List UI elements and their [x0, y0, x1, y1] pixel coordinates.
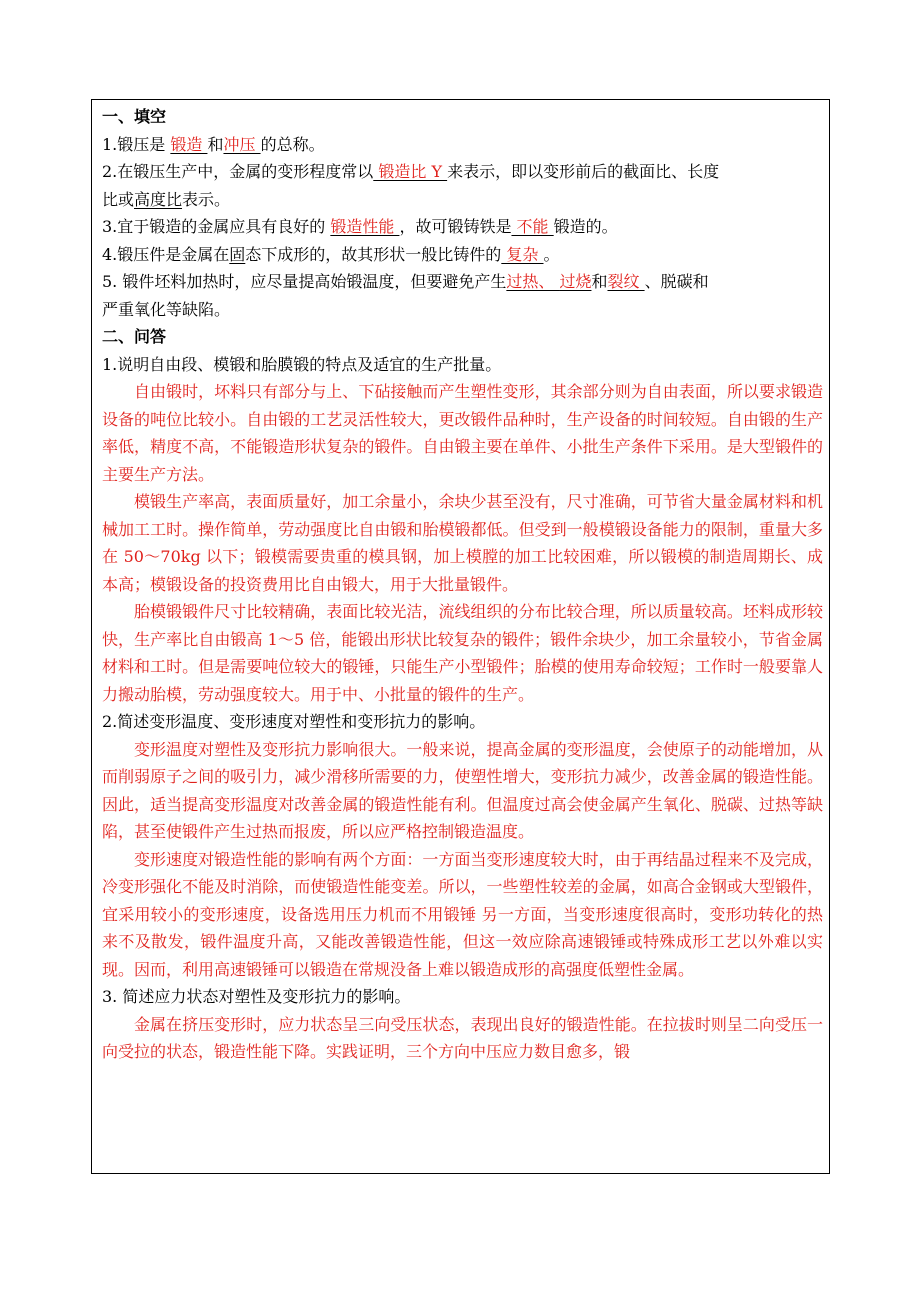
qa-answer-1-loose-tooling: 胎模锻锻件尺寸比较精确，表面比较光洁，流线组织的分布比较合理，所以质量较高。坯料成形较快，生产率比自由锻高 1～5 倍，能锻出形状比较复杂的锻件；锻件余块少，加工余量较小，节省金属材料和工时。但是需要吨位较大的锻锤，只能生产小型锻件；胎模的使用寿命较短；工作时一般要靠人力搬动胎模，劳动强度较大。用于中、小批量的锻件的生产。: [102, 602, 823, 704]
fill-question-5: 5. 锻件坯料加热时，应尽量提高始锻温度，但要避免产生过热、 过烧和裂纹 、脱碳和: [102, 272, 709, 291]
answer-blank: 固: [229, 244, 246, 264]
answer-blank: 锻造比 Y: [373, 162, 448, 181]
fill-question-2: 2.在锻压生产中，金属的变形程度常以 锻造比 Y 来表示，即以变形前后的截面比、长度: [102, 162, 720, 181]
qa-answer-1-die-forging: 模锻生产率高，表面质量好，加工余量小，余块少甚至没有，尺寸准确，可节省大量金属材料和机械加工工时。操作简单，劳动强度比自由锻和胎模锻都低。但受到一般模锻设备能力的限制，重量大多在 50～70kg 以下；锻模需要贵重的模具钢，加上模膛的加工比较困难，所以锻模的制造周期长、成本高；模锻设备的投资费用比自由锻大，用于大批量锻件。: [102, 492, 823, 594]
qa-answer-3-stress-state: 金属在挤压变形时，应力状态呈三向受压状态，表现出良好的锻造性能。在拉拔时则呈二向受压一向受拉的状态，锻造性能下降。实践证明，三个方向中压应力数目愈多，锻: [102, 1014, 823, 1061]
qa-question-3: 3. 简述应力状态对塑性及变形抗力的影响。: [102, 987, 411, 1006]
qa-answer-2-temperature: 变形温度对塑性及变形抗力影响很大。一般来说，提高金属的变形温度，会使原子的动能增加，从而削弱原子之间的吸引力，减少滑移所需要的力，使塑性增大，变形抗力减少，改善金属的锻造性能。因此，适当提高变形温度对改善金属的锻造性能有利。但温度过高会使金属产生氧化、脱碳、过热等缺陷，甚至使锻件产生过热而报废，所以应严格控制锻造温度。: [102, 739, 823, 841]
qa-answer-2-speed: 变形速度对锻造性能的影响有两个方面：一方面当变形速度较大时，由于再结晶过程来不及完成，冷变形强化不能及时消除，而使锻造性能变差。所以，一些塑性较差的金属，如高合金钢或大型锻件，宜采用较小的变形速度，设备选用压力机而不用锻锤 另一方面，当变形速度很高时，变形功转化的热来不及散发，锻件温度升高，又能改善锻造性能，但这一效应除高速锻锤或特殊成形工艺以外难以实现。因而，利用高速锻锤可以锻造在常规没备上难以锻造成形的高强度低塑性金属。: [102, 849, 823, 979]
answer-blank: 高度比: [134, 189, 183, 209]
fill-question-2-cont: 比或高度比表示。: [102, 189, 231, 209]
answer-blank: 锻造: [170, 134, 208, 154]
fill-question-5-cont: 严重氧化等缺陷。: [102, 299, 231, 319]
qa-answer-1-free-forging: 自由锻时，坏料只有部分与上、下砧接触而产生塑性变形，其余部分则为自由表面，所以要求锻造设备的吨位比较小。自由锻的工艺灵活性较大，更改锻件品种时，生产设备的时间较短。自由锻的生产率低，精度不高，不能锻造形状复杂的锻件。自由锻主要在单件、小批生产条件下采用。是大型锻件的主要生产方法。: [102, 382, 823, 484]
document-table-cell: [91, 99, 830, 1174]
fill-question-1: 1.锻压是 锻造 和冲压 的总称。: [102, 134, 325, 154]
section-title-qa: 二、问答: [102, 327, 167, 346]
answer-blank: 裂纹: [607, 272, 645, 291]
answer-blank: 冲压: [223, 134, 261, 154]
section-title-fill-blank: 一、填空: [102, 107, 167, 126]
qa-question-2: 2.简述变形温度、变形速度对塑性和变形抗力的影响。: [102, 712, 486, 731]
answer-blank: 复杂: [501, 244, 544, 264]
answer-blank: 过热、: [506, 272, 560, 291]
fill-question-4: 4.锻压件是金属在固态下成形的，故其形状一般比铸件的 复杂 。: [102, 244, 560, 264]
fill-question-3: 3.宜于锻造的金属应具有良好的 锻造性能 ，故可锻铸铁是 不能 锻造的。: [102, 217, 618, 236]
answer-blank: 不能: [511, 217, 554, 236]
answer-blank: 锻造性能: [330, 217, 400, 236]
qa-question-1: 1.说明自由段、模锻和胎膜锻的特点及适宜的生产批量。: [102, 354, 502, 374]
answer-blank: 过烧: [559, 272, 592, 291]
